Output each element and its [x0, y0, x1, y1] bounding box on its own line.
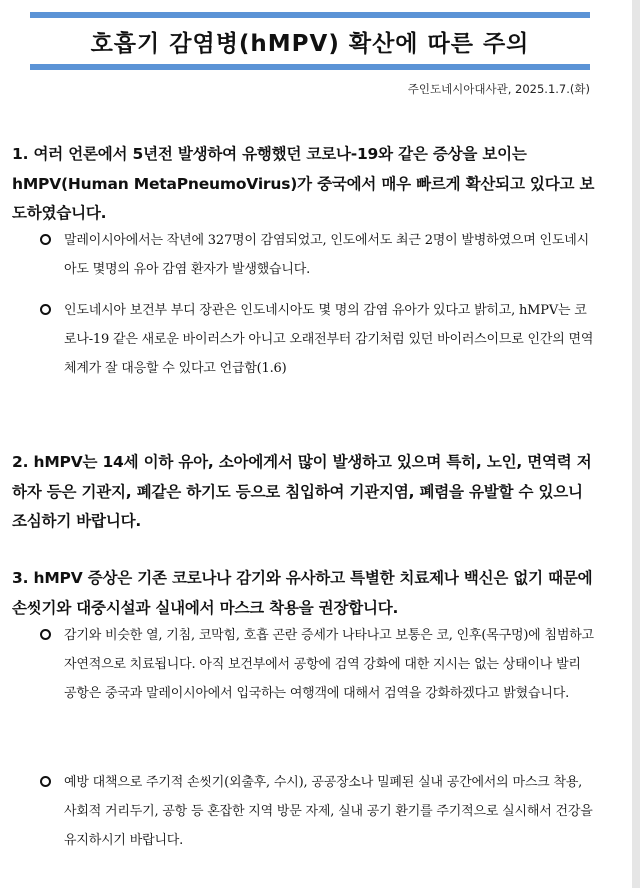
page-edge — [632, 0, 640, 888]
section-text: hMPV 증상은 기존 코로나나 감기와 유사하고 특별한 치료제나 백신은 없기 때문에 손씻기와 대중시설과 실내에서 마스크 착용을 권장합니다. — [12, 569, 593, 617]
section-1 — [12, 140, 597, 229]
section-number: 1. — [12, 145, 29, 163]
section-1-bullet-1 — [64, 226, 594, 284]
bullet-text: 감기와 비슷한 열, 기침, 코막힘, 호흡 곤란 증세가 나타나고 보통은 코, 인후(목구멍)에 침범하고 자연적으로 치료됩니다. 아직 보건부에서 공항에 검역 강화에 대한 지시는 없는 상태이나 발리 공항은 중국과 말레이시아에서 입국하는 여행객에 대해서 검역을 강화하겠다고 밝혔습니다. — [64, 628, 594, 701]
circle-bullet-icon — [40, 234, 51, 245]
page-title: 호흡기 감염병(hMPV) 확산에 따른 주의 — [90, 30, 530, 57]
section-number: 3. — [12, 569, 29, 587]
section-1-bullet-2 — [64, 296, 594, 383]
section-3-bullet-1 — [64, 621, 594, 708]
circle-bullet-icon — [40, 629, 51, 640]
section-2 — [12, 448, 597, 537]
section-text: hMPV는 14세 이하 유아, 소아에게서 많이 발생하고 있으며 특히, 노인, 면역력 저하자 등은 기관지, 폐같은 하기도 등으로 침입하여 기관지염, 폐렴을 유발할 수 있으니 조심하기 바랍니다. — [12, 453, 592, 530]
section-3 — [12, 564, 597, 623]
bullet-text: 말레이시아에서는 작년에 327명이 감염되었고, 인도에서도 최근 2명이 발병하였으며 인도네시아도 몇명의 유아 감염 환자가 발생했습니다. — [64, 233, 589, 277]
circle-bullet-icon — [40, 304, 51, 315]
issuer-date: 주인도네시아대사관, 2025.1.7.(화) — [407, 82, 590, 96]
circle-bullet-icon — [40, 776, 51, 787]
title-bottom-rule — [30, 64, 590, 70]
section-number: 2. — [12, 453, 29, 471]
bullet-text: 인도네시아 보건부 부디 장관은 인도네시아도 몇 명의 감염 유아가 있다고 밝히고, hMPV는 코로나-19 같은 새로운 바이러스가 아니고 오래전부터 감기처럼 있던 바이러스이므로 인간의 면역체계가 잘 대응할 수 있다고 언급함(1.6) — [64, 303, 594, 376]
section-3-bullet-2 — [64, 768, 594, 855]
bullet-text: 예방 대책으로 주기적 손씻기(외출후, 수시), 공공장소나 밀폐된 실내 공간에서의 마스크 착용, 사회적 거리두기, 공항 등 혼잡한 지역 방문 자제, 실내 공기 환기를 주기적으로 실시해서 건강을 유지하시기 바랍니다. — [64, 775, 593, 848]
section-text: 여러 언론에서 5년전 발생하여 유행했던 코로나-19와 같은 증상을 보이는 hMPV(Human MetaPneumoVirus)가 중국에서 매우 빠르게 확산되고 있다고 보도하였습니다. — [12, 145, 595, 222]
